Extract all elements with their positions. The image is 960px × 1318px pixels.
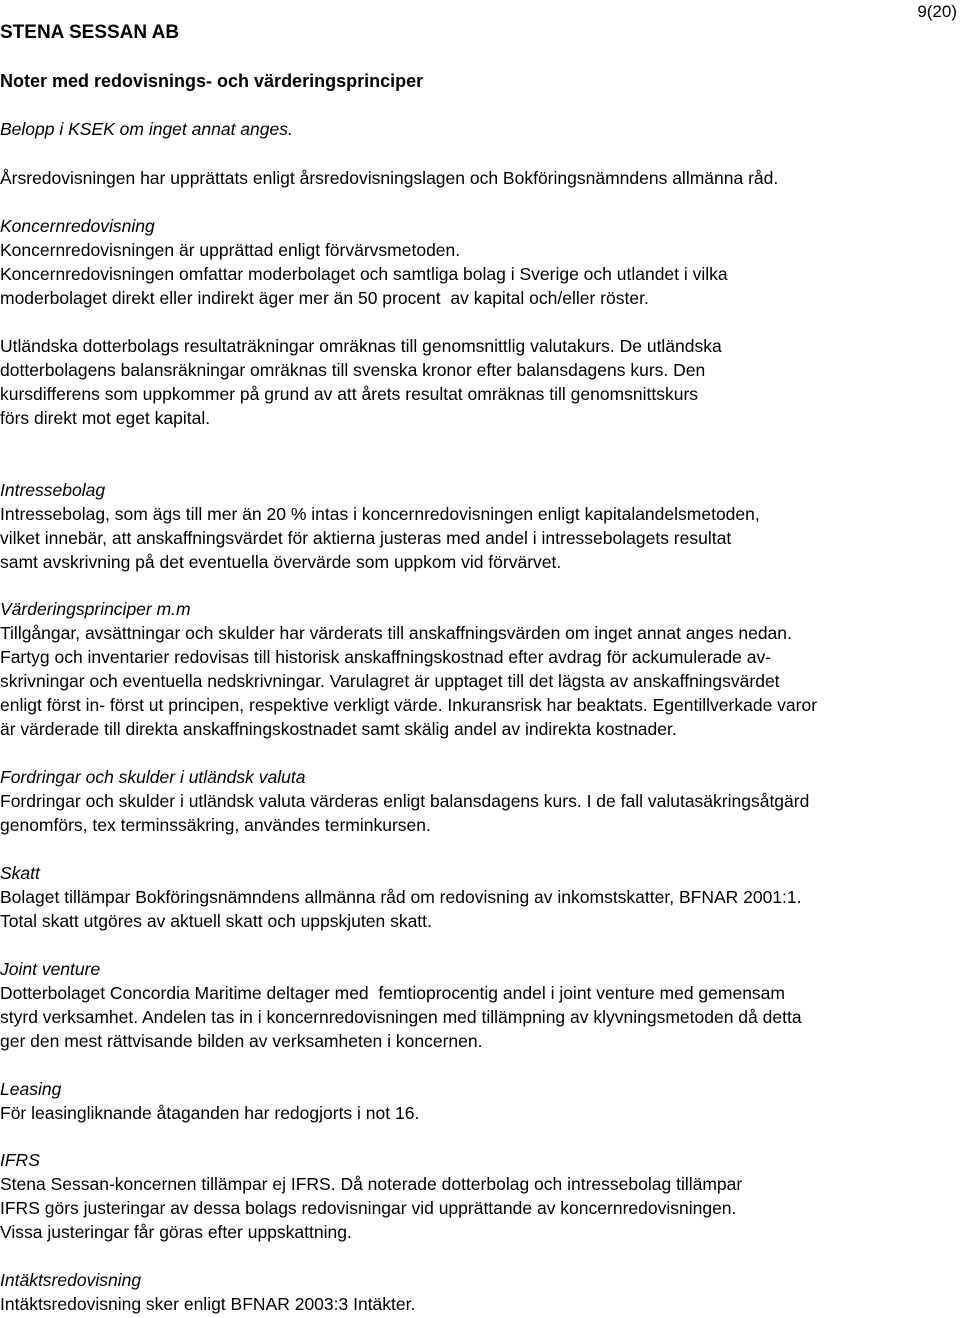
text-line: För leasingliknande åtaganden har redogjorts i not 16. [0, 1103, 420, 1123]
text-line: dotterbolagens balansräkningar omräknas till svenska kronor efter balansdagens kurs. Den [0, 360, 706, 380]
section-heading: Joint venture [0, 959, 101, 979]
company-name: STENA SESSAN AB [0, 22, 180, 43]
text-line: förs direkt mot eget kapital. [0, 408, 211, 428]
section-heading: Koncernredovisning [0, 216, 155, 236]
text-line: Koncernredovisningen är upprättad enligt förvärvsmetoden. [0, 240, 461, 260]
text-line: enligt först in- först ut principen, respektive verkligt värde. Inkuransrisk har beaktats. Egentillverkade varor [0, 695, 818, 715]
section-skatt [0, 861, 802, 933]
section-intressebolag [0, 478, 760, 574]
text-line: Intäktsredovisning sker enligt BFNAR 2003:3 Intäkter. [0, 1294, 416, 1314]
section-valutakurs [0, 334, 722, 430]
section-heading: IFRS [0, 1150, 40, 1170]
text-line: Fordringar och skulder i utländsk valuta värderas enligt balansdagens kurs. I de fall valutasäkringsåtgärd [0, 791, 810, 811]
text-line: skrivningar och eventuella nedskrivningar. Varulagret är upptaget till det lägsta av anskaffningsvärdet [0, 671, 780, 691]
text-line: moderbolaget direkt eller indirekt äger mer än 50 procent av kapital och/eller röster. [0, 288, 649, 308]
section-heading: Värderingsprinciper m.m [0, 599, 191, 619]
text-line: Tillgångar, avsättningar och skulder har värderats till anskaffningsvärden om inget annat anges nedan. [0, 623, 792, 643]
text-line: kursdifferens som uppkommer på grund av att årets resultat omräknas till genomsnittskurs [0, 384, 699, 404]
section-heading: Intressebolag [0, 480, 106, 500]
text-line: Dotterbolaget Concordia Maritime deltager med femtioprocentig andel i joint venture med gemensam [0, 983, 785, 1003]
text-line: Årsredovisningen har upprättats enligt årsredovisningslagen och Bokföringsnämndens allmänna råd. [0, 168, 779, 188]
text-line: samt avskrivning på det eventuella övervärde som uppkom vid förvärvet. [0, 552, 562, 572]
section-heading: Fordringar och skulder i utländsk valuta [0, 767, 306, 787]
text-line: ger den mest rättvisande bilden av verksamheten i koncernen. [0, 1031, 483, 1051]
text-line: Utländska dotterbolags resultaträkningar omräknas till genomsnittlig valutakurs. De utländska [0, 336, 722, 356]
text-line: genomförs, tex terminssäkring, användes terminkursen. [0, 815, 431, 835]
section-intaktsredovisning [0, 1268, 415, 1316]
section-utlandsk-valuta [0, 765, 809, 837]
intro-paragraph [0, 166, 778, 190]
page-title: Noter med redovisnings- och värderingsprinciper [0, 71, 424, 91]
text-line: Stena Sessan-koncernen tillämpar ej IFRS. Då noterade dotterbolag och intressebolag tillämpar [0, 1174, 743, 1194]
text-line: vilket innebär, att anskaffningsvärdet för aktierna justeras med andel i intressebolagets resultat [0, 528, 732, 548]
section-leasing [0, 1077, 419, 1125]
text-line: Bolaget tillämpar Bokföringsnämndens allmänna råd om redovisning av inkomstskatter, BFNAR 2001:1. [0, 887, 802, 907]
section-joint-venture [0, 957, 802, 1053]
text-line: Total skatt utgöres av aktuell skatt och uppskjuten skatt. [0, 911, 432, 931]
text-line: är värderade till direkta anskaffningskostnadet samt skälig andel av indirekta kostnader. [0, 719, 677, 739]
section-heading: Leasing [0, 1079, 62, 1099]
text-line: Intressebolag, som ägs till mer än 20 % intas i koncernredovisningen enligt kapitalandelsmetoden, [0, 504, 760, 524]
text-line: Koncernredovisningen omfattar moderbolaget och samtliga bolag i Sverige och utlandet i vilka [0, 264, 728, 284]
page-number: 9(20) [917, 2, 957, 21]
amount-note: Belopp i KSEK om inget annat anges. [0, 119, 293, 139]
section-heading: Skatt [0, 863, 40, 883]
text-line: styrd verksamhet. Andelen tas in i koncernredovisningen med tillämpning av klyvningsmetoden då detta [0, 1007, 802, 1027]
section-ifrs [0, 1148, 742, 1244]
text-line: Vissa justeringar får göras efter uppskattning. [0, 1222, 352, 1242]
section-koncernredovisning [0, 214, 728, 310]
text-line: Fartyg och inventarier redovisas till historisk anskaffningskostnad efter avdrag för ackumulerade av- [0, 647, 772, 667]
section-varderingsprinciper [0, 597, 817, 741]
section-heading: Intäktsredovisning [0, 1270, 142, 1290]
text-line: IFRS görs justeringar av dessa bolags redovisningar vid upprättande av koncernredovisningen. [0, 1198, 737, 1218]
